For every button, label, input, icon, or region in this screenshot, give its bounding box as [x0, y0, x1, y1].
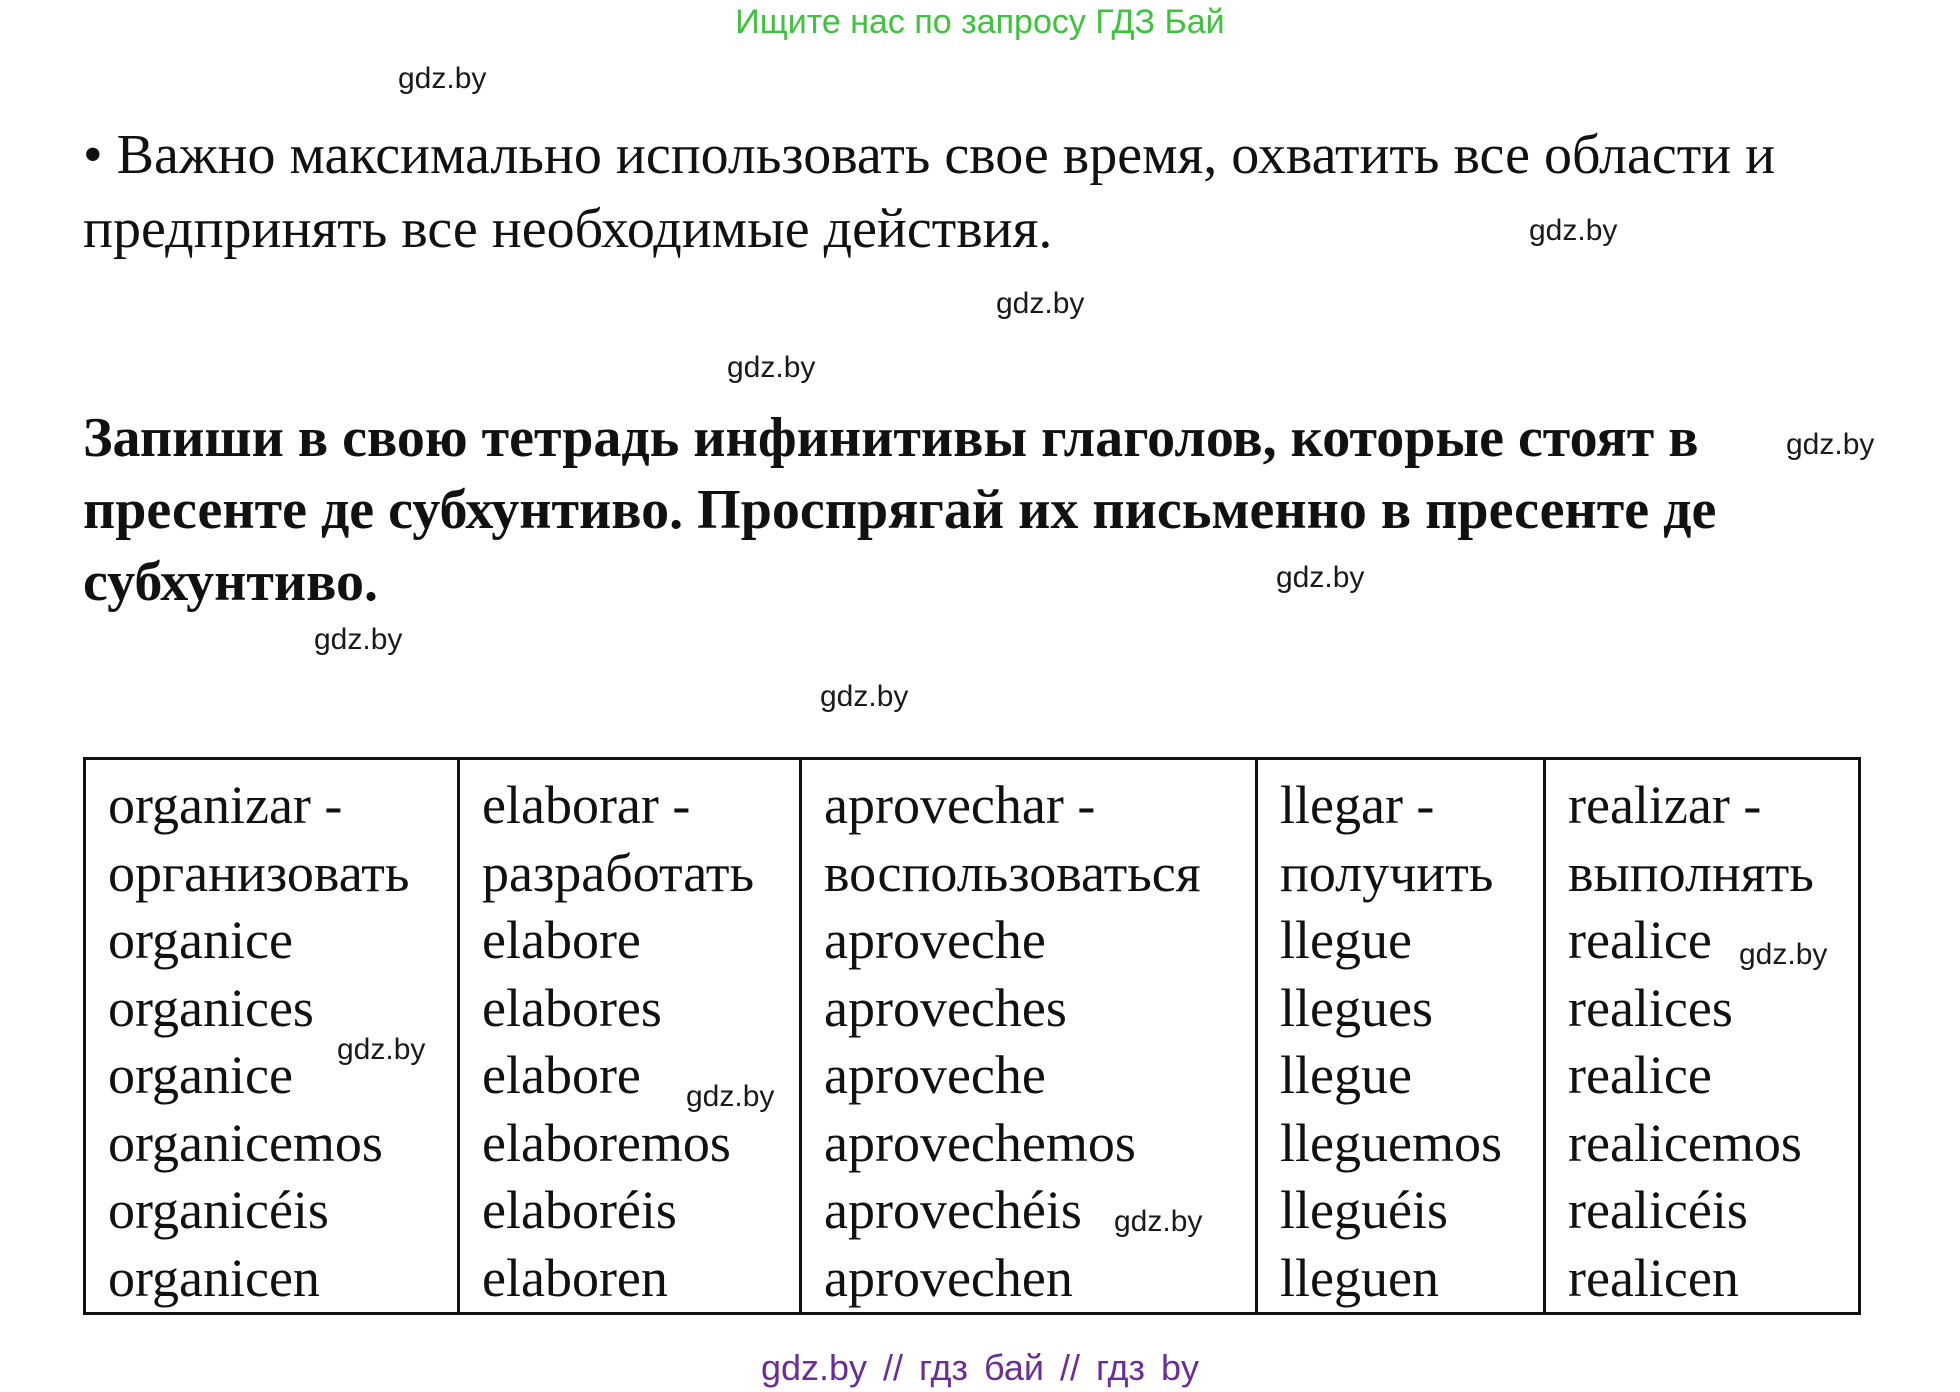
conjugated-form: lleguéis [1280, 1180, 1448, 1240]
watermark: gdz.by [398, 62, 487, 95]
watermark: gdz.by [314, 623, 403, 656]
conjugated-form: elaboremos [482, 1112, 731, 1173]
conjugated-form: aproveche [824, 1045, 1046, 1105]
watermark: gdz.by [1114, 1205, 1203, 1238]
infinitive: llegar - [1280, 775, 1435, 835]
translation: организовать [108, 842, 410, 903]
watermark: gdz.by [727, 351, 816, 384]
footer-links: gdz.by // гдз бай // гдз by [760, 1347, 1200, 1388]
conjugated-form: organicéis [108, 1180, 329, 1240]
translation: разработать [482, 842, 755, 903]
watermark: gdz.by [996, 287, 1085, 320]
verb-column-elaborar [459, 759, 801, 1314]
translation: выполнять [1568, 842, 1814, 903]
conjugated-form: realicemos [1568, 1112, 1802, 1173]
watermark: gdz.by [820, 680, 909, 713]
watermark: gdz.by [1786, 428, 1875, 461]
conjugated-form: realice [1568, 1045, 1712, 1105]
intro-paragraph: • Важно максимально использовать свое время, охватить все области и предпринять все необходимые действия. [83, 124, 1776, 260]
watermark: gdz.by [337, 1033, 426, 1066]
infinitive: organizar - [108, 775, 343, 835]
conjugated-form: realicen [1568, 1247, 1739, 1308]
watermark: gdz.by [686, 1080, 775, 1113]
conjugated-form: organice [108, 910, 293, 970]
conjugated-form: elaboren [482, 1247, 668, 1308]
conjugated-form: lleguen [1280, 1247, 1439, 1308]
translation: получить [1280, 842, 1494, 903]
search-banner: Ищите нас по запросу ГДЗ Бай [735, 3, 1225, 41]
conjugated-form: elaboréis [482, 1180, 677, 1240]
watermark: gdz.by [1739, 938, 1828, 971]
conjugated-form: llegue [1280, 910, 1412, 970]
conjugated-form: elabore [482, 1045, 641, 1105]
conjugated-form: organicemos [108, 1112, 383, 1173]
conjugated-form: lleguemos [1280, 1112, 1502, 1173]
conjugated-form: llegue [1280, 1045, 1412, 1105]
conjugated-form: aprovechemos [824, 1112, 1136, 1173]
conjugated-form: aproveches [824, 977, 1067, 1038]
conjugated-form: organices [108, 977, 314, 1038]
task-heading: Запиши в свою тетрадь инфинитивы глаголов, которые стоят в пресенте де субхунтиво. Проспрягай их письменно в пресенте де субхунтиво. [83, 407, 1717, 613]
conjugated-form: aprovechen [824, 1247, 1073, 1308]
infinitive: aprovechar - [824, 775, 1096, 835]
conjugated-form: organice [108, 1045, 293, 1105]
verb-column-llegar [1257, 759, 1545, 1314]
watermark: gdz.by [1529, 214, 1618, 247]
infinitive: realizar - [1568, 775, 1762, 835]
verb-column-realizar [1545, 759, 1860, 1314]
conjugated-form: organicen [108, 1247, 320, 1308]
conjugated-form: elabores [482, 977, 662, 1038]
conjugated-form: aproveche [824, 910, 1046, 970]
conjugated-form: elabore [482, 910, 641, 970]
infinitive: elaborar - [482, 775, 691, 835]
conjugated-form: llegues [1280, 977, 1433, 1038]
conjugated-form: realicéis [1568, 1180, 1748, 1240]
watermark: gdz.by [1276, 561, 1365, 594]
conjugated-form: realice [1568, 910, 1712, 970]
conjugated-form: aprovechéis [824, 1180, 1082, 1240]
translation: воспользоваться [824, 842, 1201, 903]
conjugated-form: realices [1568, 977, 1733, 1038]
